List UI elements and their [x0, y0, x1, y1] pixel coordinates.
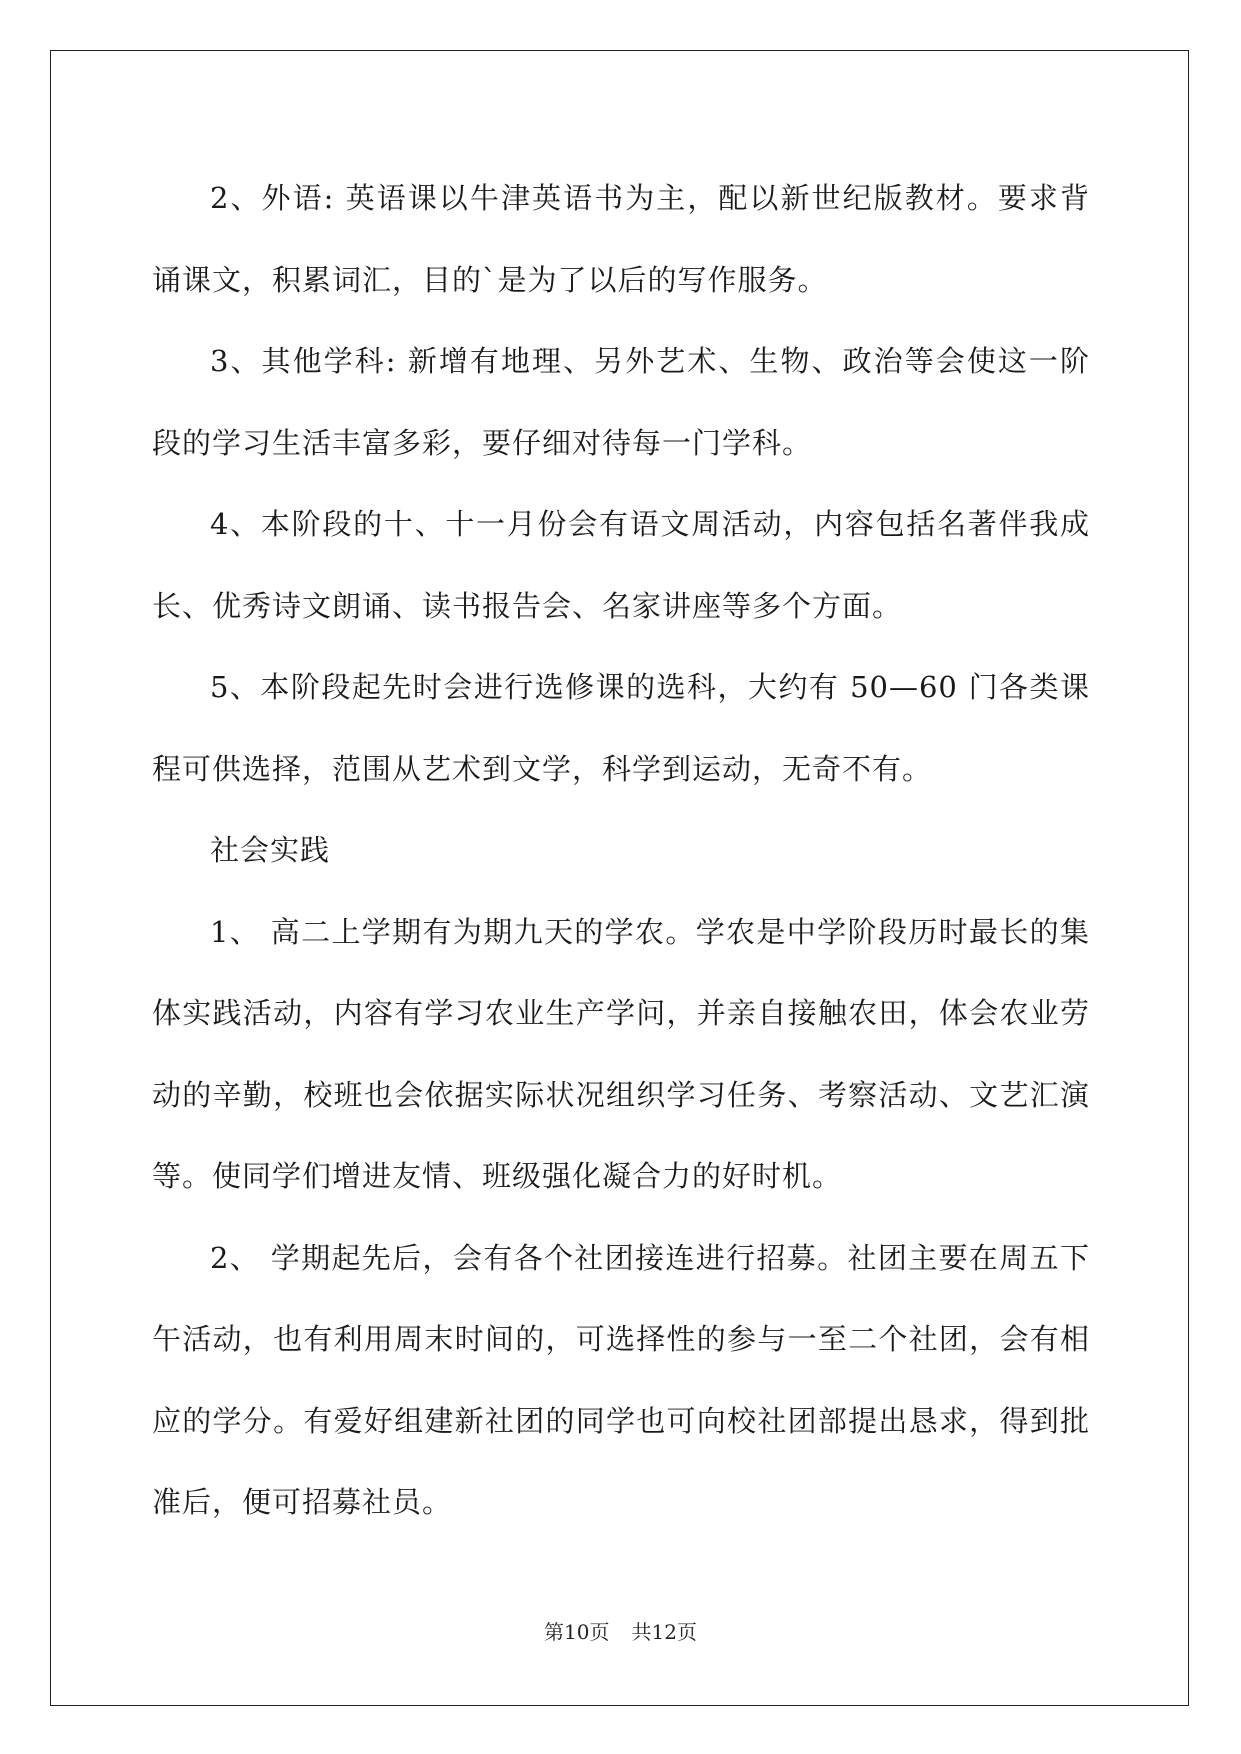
document-body	[152, 158, 1090, 1544]
paragraph-clubs: 2、 学期起先后，会有各个社团接连进行招募。社团主要在周五下午活动，也有利用周末时间的，可选择性的参与一至二个社团，会有相应的学分。有爱好组建新社团的同学也可向校社团部提出恳求，得到批准后，便可招募社员。	[152, 1240, 1090, 1519]
current-page-number: 第10页	[544, 1620, 610, 1644]
paragraph-chinese-week: 4、本阶段的十、十一月份会有语文周活动，内容包括名著伴我成长、优秀诗文朗诵、读书报告会、名家讲座等多个方面。	[152, 507, 1090, 623]
total-pages: 共12页	[631, 1620, 697, 1644]
paragraph-farm-practice: 1、 高二上学期有为期九天的学农。学农是中学阶段历时最长的集体实践活动，内容有学习农业生产学问，并亲自接触农田，体会农业劳动的辛勤，校班也会依据实际状况组织学习任务、考察活动、文艺汇演等。使同学们增进友情、班级强化凝合力的好时机。	[152, 914, 1090, 1193]
section-heading-social-practice: 社会实践	[210, 833, 331, 867]
paragraph-other-subjects: 3、其他学科: 新增有地理、另外艺术、生物、政治等会使这一阶段的学习生活丰富多彩，要仔细对待每一门学科。	[152, 344, 1090, 460]
paragraph-foreign-language: 2、外语: 英语课以牛津英语书为主，配以新世纪版教材。要求背诵课文，积累词汇，目的`是为了以后的写作服务。	[152, 181, 1090, 297]
paragraph-electives: 5、本阶段起先时会进行选修课的选科，大约有 50—60 门各类课程可供选择，范围从艺术到文学，科学到运动，无奇不有。	[152, 670, 1090, 786]
page-footer	[0, 1616, 1241, 1645]
